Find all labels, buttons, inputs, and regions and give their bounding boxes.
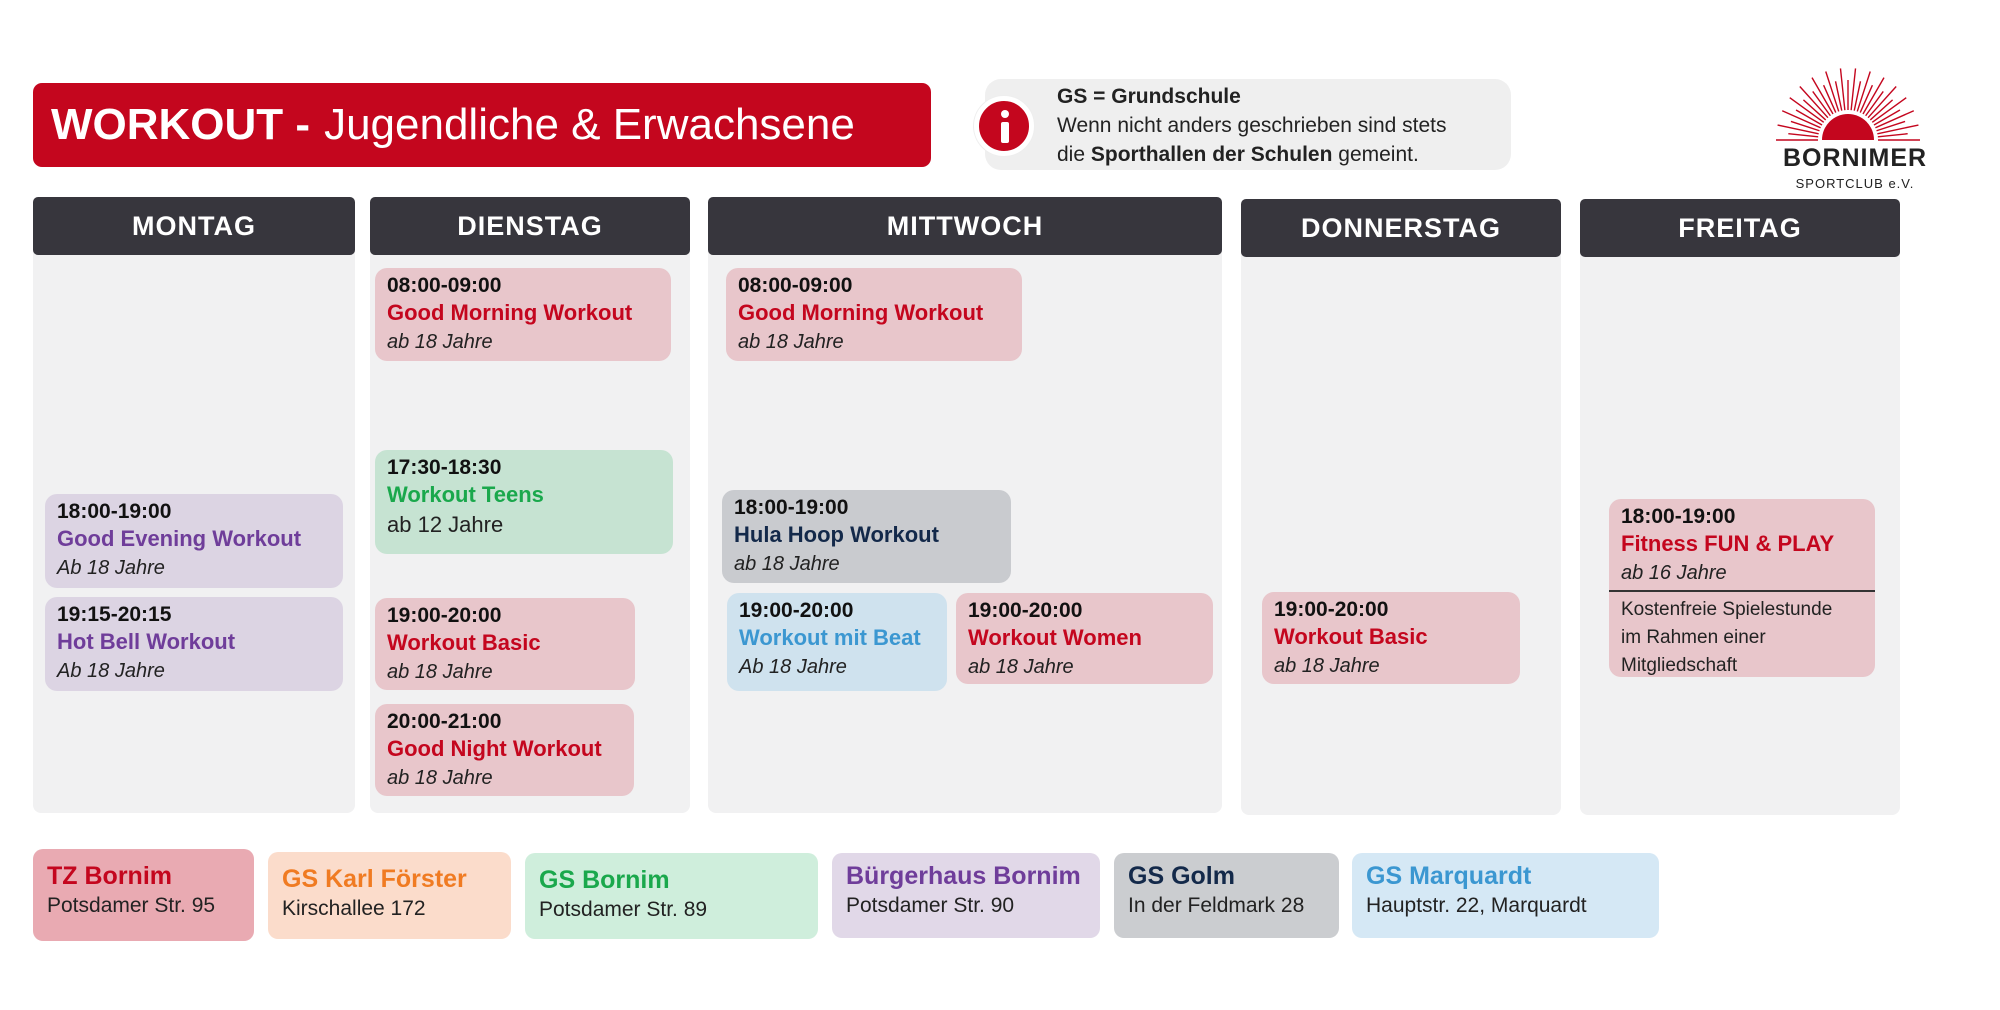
session-card[interactable]: [45, 597, 343, 691]
info-note-post: gemeint.: [1338, 143, 1419, 166]
location-address: Potsdamer Str. 90: [846, 894, 1015, 917]
session-name: Hula Hoop Workout: [734, 522, 939, 547]
session-age: ab 18 Jahre: [968, 656, 1074, 678]
info-note-line: Wenn nicht anders geschrieben sind stets: [1057, 114, 1447, 137]
info-legend-text: GS = Grundschule: [1057, 85, 1241, 108]
info-icon: [974, 96, 1034, 156]
sunburst-logo-icon: [1770, 60, 1930, 195]
session-time: 18:00-19:00: [734, 496, 849, 519]
location-legend-item: [525, 853, 818, 939]
session-name: Workout Teens: [387, 482, 544, 507]
session-note: Kostenfreie Spielestunde: [1621, 599, 1833, 620]
session-age: ab 18 Jahre: [387, 331, 493, 353]
logo-ray: [1800, 86, 1828, 117]
session-name: Workout Women: [968, 625, 1142, 650]
location-address: Kirschallee 172: [282, 897, 426, 920]
location-name: GS Marquardt: [1366, 862, 1532, 890]
session-card[interactable]: [45, 494, 343, 588]
session-name: Workout mit Beat: [739, 625, 921, 650]
session-card[interactable]: [375, 704, 634, 796]
logo-ray: [1868, 86, 1896, 117]
session-age: ab 18 Jahre: [387, 767, 493, 789]
session-name: Good Morning Workout: [738, 300, 984, 325]
location-address: Hauptstr. 22, Marquardt: [1366, 894, 1587, 917]
location-address: In der Feldmark 28: [1128, 894, 1305, 917]
title-bold: WORKOUT -: [51, 100, 311, 149]
logo-name: BORNIMER: [1782, 144, 1928, 172]
info-box: [985, 79, 1511, 170]
logo-ray: [1790, 98, 1824, 123]
page-title: [33, 83, 931, 167]
session-time: 20:00-21:00: [387, 710, 502, 733]
session-age: ab 16 Jahre: [1621, 562, 1727, 584]
location-legend-item: [268, 852, 511, 939]
session-name: Good Morning Workout: [387, 300, 633, 325]
info-note-pre: die: [1057, 143, 1086, 166]
day-header-montag: MONTAG: [33, 197, 355, 255]
logo-ray: [1877, 125, 1918, 134]
session-card[interactable]: [375, 268, 671, 361]
logo-ray: [1851, 68, 1855, 110]
logo-ray: [1872, 98, 1906, 123]
session-card[interactable]: [1609, 499, 1875, 677]
location-address: Potsdamer Str. 89: [539, 898, 708, 921]
session-name: Workout Basic: [387, 630, 541, 655]
day-header-freitag: FREITAG: [1580, 199, 1900, 257]
session-time: 19:00-20:00: [739, 599, 854, 622]
info-note-bold: Sporthallen der Schulen: [1090, 143, 1333, 166]
session-note: Mitgliedschaft: [1621, 655, 1738, 676]
session-card[interactable]: [375, 598, 635, 690]
session-time: 18:00-19:00: [57, 500, 172, 523]
location-legend-item: [1352, 853, 1659, 938]
session-age: Ab 18 Jahre: [739, 656, 847, 678]
location-name: Bürgerhaus Bornim: [846, 862, 1081, 890]
session-time: 19:15-20:15: [57, 603, 172, 626]
logo-ray: [1840, 68, 1844, 110]
info-note-line: [1057, 140, 1511, 169]
location-name: GS Golm: [1128, 862, 1235, 890]
session-age: ab 18 Jahre: [734, 553, 840, 575]
location-name: GS Bornim: [539, 866, 670, 894]
session-name: Hot Bell Workout: [57, 629, 236, 654]
session-name: Fitness FUN & PLAY: [1621, 531, 1835, 556]
session-age: ab 12 Jahre: [387, 512, 504, 537]
session-name: Workout Basic: [1274, 624, 1428, 649]
session-card[interactable]: [1262, 592, 1520, 684]
session-time: 19:00-20:00: [387, 604, 502, 627]
logo-subtitle: SPORTCLUB e.V.: [1795, 176, 1915, 191]
session-name: Good Night Workout: [387, 736, 602, 761]
day-header-donnerstag: DONNERSTAG: [1241, 199, 1561, 257]
session-card[interactable]: [726, 268, 1022, 361]
day-header-mittwoch: MITTWOCH: [708, 197, 1222, 255]
session-age: Ab 18 Jahre: [57, 557, 165, 579]
location-legend-item: [1114, 853, 1339, 938]
location-legend-item: [33, 849, 254, 941]
location-name: GS Karl Förster: [282, 865, 467, 893]
session-card[interactable]: [375, 450, 673, 554]
session-age: ab 18 Jahre: [738, 331, 844, 353]
title-subtitle: Jugendliche & Erwachsene: [324, 100, 855, 149]
session-time: 17:30-18:30: [387, 456, 502, 479]
session-card[interactable]: [722, 490, 1011, 583]
session-time: 08:00-09:00: [738, 274, 853, 297]
session-time: 19:00-20:00: [968, 599, 1083, 622]
logo-ray: [1878, 134, 1908, 137]
session-name: Good Evening Workout: [57, 526, 302, 551]
location-address: Potsdamer Str. 95: [47, 894, 216, 917]
location-legend-item: [832, 853, 1100, 938]
session-note: im Rahmen einer: [1621, 627, 1766, 648]
session-card[interactable]: [727, 593, 947, 691]
column-donnerstag: [1241, 200, 1561, 815]
logo-ray: [1778, 125, 1819, 134]
session-time: 08:00-09:00: [387, 274, 502, 297]
session-time: 18:00-19:00: [1621, 505, 1736, 528]
divider: [1609, 590, 1875, 592]
session-age: Ab 18 Jahre: [57, 660, 165, 682]
session-card[interactable]: [956, 593, 1213, 684]
session-time: 19:00-20:00: [1274, 598, 1389, 621]
logo-sun: [1822, 114, 1874, 140]
location-name: TZ Bornim: [47, 862, 172, 890]
session-age: ab 18 Jahre: [1274, 655, 1380, 677]
day-header-dienstag: DIENSTAG: [370, 197, 690, 255]
session-age: ab 18 Jahre: [387, 661, 493, 683]
logo-ray: [1788, 134, 1818, 137]
